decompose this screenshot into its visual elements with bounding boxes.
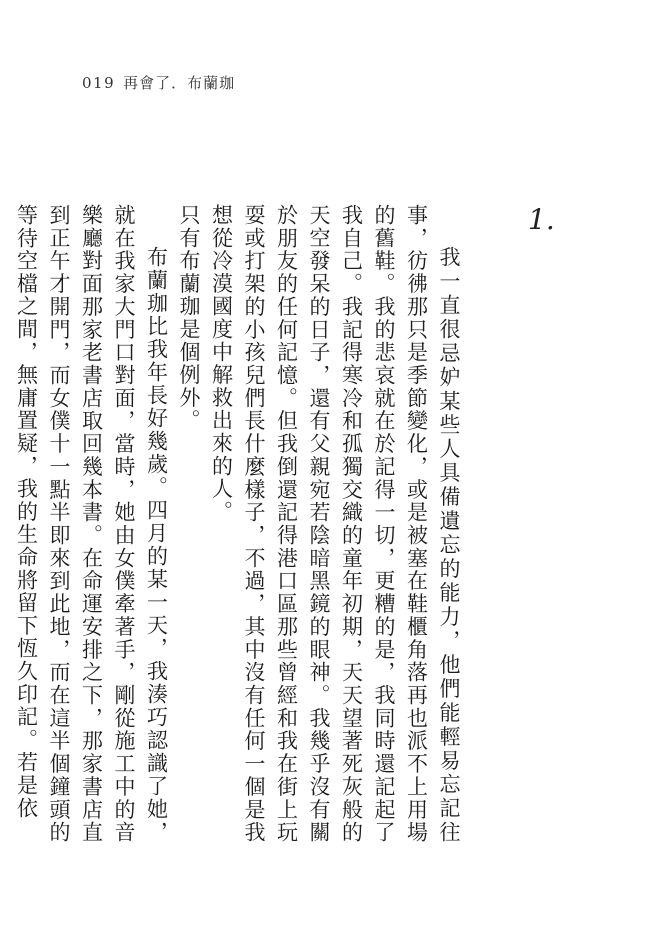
paragraph: 只有布蘭珈是個例外。	[177, 204, 201, 432]
chapter-number: 1.	[528, 203, 555, 236]
paragraph: 我一直很忌妒某些人具備遺忘的能力，他們能輕易忘記往事，彷彿那只是季節變化，或是被塞在鞋櫃角落再也派不上用場的舊鞋。我的悲哀就在於記得一切，更糟的是，我同時還記起了我自己。我記得寒冷和孤獨交織的童年初期，天天望著死灰般的天空發呆的日子，還有父親宛若陰暗黑鏡的眼神。我幾乎沒有關於朋友的任何記憶。但我倒還記得港口區那些曾經和我在街上玩耍或打架的小孩兒們長什麼樣子，不過，其中沒有任何一個是我想從冷漠國度中解救出來的人。	[209, 204, 461, 844]
book-title: 再會了．布蘭珈	[123, 74, 236, 92]
running-header	[82, 72, 235, 93]
paragraph: 布蘭珈比我年長好幾歲。四月的某一天，我湊巧認識了她，就在我家大門口對面，當時，她由女僕牽著手，剛從施工中的音樂廳對面那家老書店取回幾本書。在命運安排之下，那家書店直到正午才開門，而女僕十一點半即來到此地，而在這半個鐘頭的等待空檔之間，無庸置疑，我的生命將留下恆久印記。若是依	[14, 204, 169, 844]
page-number: 019	[82, 74, 116, 92]
body-text	[14, 204, 465, 844]
